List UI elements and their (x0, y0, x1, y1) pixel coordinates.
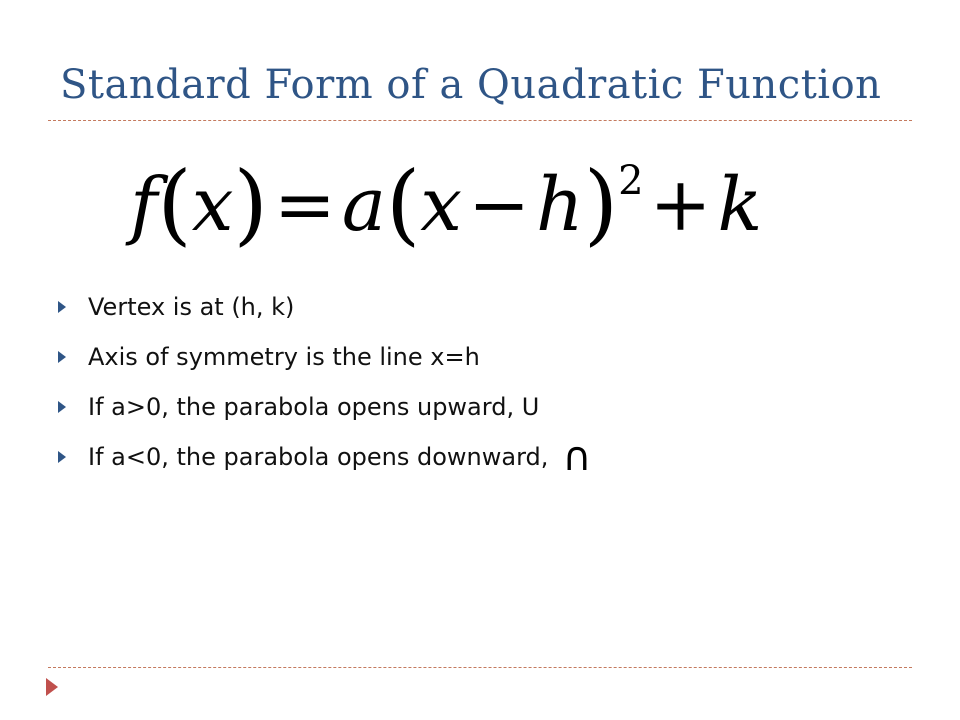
triangle-right-icon (46, 678, 58, 696)
footer-divider (48, 667, 912, 668)
formula-minus: − (468, 162, 531, 248)
triangle-right-icon (58, 401, 66, 413)
formula-equals: = (273, 162, 336, 248)
formula-plus: + (649, 162, 712, 248)
bullet-item (58, 432, 592, 482)
formula-k: k (717, 162, 763, 248)
formula-x-2: x (420, 162, 463, 248)
quadratic-formula (130, 152, 763, 255)
formula-x: x (191, 162, 234, 248)
title-divider (48, 120, 912, 121)
triangle-right-icon (58, 301, 66, 313)
bullet-text: If a<0, the parabola opens downward, (88, 443, 549, 471)
bullet-item (58, 332, 592, 382)
triangle-right-icon (58, 351, 66, 363)
formula-paren-open-2: ( (385, 152, 421, 255)
formula-paren-open: ( (157, 152, 192, 255)
formula-exponent: 2 (618, 158, 644, 204)
triangle-right-icon (58, 451, 66, 463)
formula-paren-close-2: ) (583, 152, 619, 255)
intersection-symbol: ∩ (562, 434, 592, 480)
bullet-list (58, 282, 592, 482)
bullet-text: Vertex is at (h, k) (88, 293, 295, 321)
formula-f: f (130, 162, 158, 248)
bullet-item (58, 282, 592, 332)
bullet-text: Axis of symmetry is the line x=h (88, 343, 480, 371)
formula-a: a (341, 162, 386, 248)
slide-title: Standard Form of a Quadratic Function (60, 62, 882, 108)
bullet-item (58, 382, 592, 432)
formula-paren-close: ) (233, 152, 268, 255)
formula-h: h (536, 162, 584, 248)
bullet-text: If a>0, the parabola opens upward, U (88, 393, 540, 421)
